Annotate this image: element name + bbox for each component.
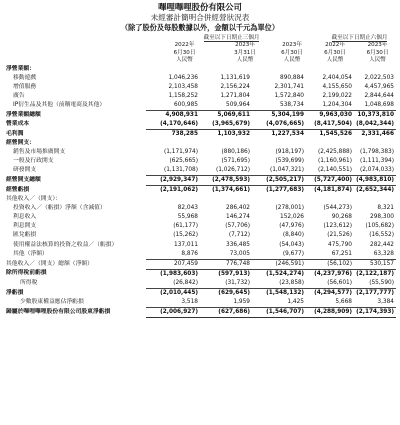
statement-row xyxy=(4,129,396,139)
row-value: (47,976) xyxy=(279,223,304,230)
row-value: (2,074,033) xyxy=(354,166,396,176)
row-value: (627,686) xyxy=(200,307,252,317)
row-value: (23,858) xyxy=(252,279,306,289)
row-value: 1,959 xyxy=(200,298,252,308)
statement-row xyxy=(4,176,396,186)
row-value: (2,505,217) xyxy=(252,176,306,186)
statement-row xyxy=(4,148,396,157)
row-value: 890,884 xyxy=(280,74,304,81)
row-value: (1,111,394) xyxy=(359,158,394,165)
row-value: 538,734 xyxy=(252,101,306,111)
row-label: 匯兌虧損 xyxy=(13,232,37,239)
row-value: 1,425 xyxy=(252,298,306,308)
row-value xyxy=(146,139,200,148)
col-year: 2022年 xyxy=(174,42,195,49)
row-label: 少數股東權益應佔淨虧損 xyxy=(20,299,84,306)
col-currency: 人民幣 xyxy=(369,57,386,64)
row-label: 研發開支 xyxy=(13,167,37,174)
row-value: (1,524,274) xyxy=(266,270,304,277)
row-value: (2,174,393) xyxy=(354,307,396,317)
row-value: 55,968 xyxy=(177,214,198,221)
row-value: 2,022,503 xyxy=(364,74,394,81)
row-label: 銷售及市場推廣開支 xyxy=(13,149,66,156)
row-value: (21,526) xyxy=(327,232,352,239)
row-value: 298,300 xyxy=(370,214,394,221)
row-value: 1,227,534 xyxy=(271,130,304,137)
row-label: 歸屬於嗶哩嗶哩股份有限公司股東淨虧損 xyxy=(6,308,111,315)
row-value: 4,155,650 xyxy=(322,83,352,90)
statement-rows xyxy=(4,65,396,318)
row-value: (1,983,603) xyxy=(160,270,198,277)
col-currency: 人民幣 xyxy=(283,57,301,64)
row-label: 淨營業額總額 xyxy=(6,111,41,118)
row-value xyxy=(354,195,396,204)
row-value: 8,321 xyxy=(377,205,394,212)
row-value: 5,304,199 xyxy=(271,111,304,118)
row-label: 廣告 xyxy=(13,92,25,99)
row-value: (8,840) xyxy=(282,232,304,239)
row-value: (3,965,679) xyxy=(200,120,252,130)
row-value: 146,274 xyxy=(226,214,250,221)
row-value: 1,572,840 xyxy=(274,92,304,99)
row-value: (597,913) xyxy=(218,270,250,277)
row-value: 1,271,804 xyxy=(220,92,250,99)
row-label: 經營開支： xyxy=(6,140,35,146)
row-value: 2,103,458 xyxy=(168,83,198,90)
row-value: (918,197) xyxy=(275,149,304,156)
statement-row xyxy=(4,279,396,289)
row-value: 776,748 xyxy=(200,259,252,269)
statement-row xyxy=(4,231,396,240)
row-value: 1,131,619 xyxy=(220,74,250,81)
row-value: (2,652,344) xyxy=(356,187,394,194)
row-value: 2,404,054 xyxy=(322,74,352,81)
row-value: (2,929,347) xyxy=(146,176,200,186)
row-value: 1,048,698 xyxy=(354,101,396,111)
row-value: 5,069,611 xyxy=(217,111,250,118)
row-value: 282,442 xyxy=(370,241,394,248)
row-value: (1,131,708) xyxy=(146,166,200,176)
row-value: (56,601) xyxy=(306,279,354,289)
row-label: 移動遊戲 xyxy=(13,74,37,81)
row-value xyxy=(306,65,354,74)
row-value: (8,417,504) xyxy=(306,120,354,130)
row-value: (571,695) xyxy=(221,158,250,165)
row-value: (9,677) xyxy=(252,250,306,260)
row-value: 3,384 xyxy=(354,298,396,308)
row-value: (1,047,321) xyxy=(252,166,306,176)
row-value: (57,706) xyxy=(225,223,250,230)
col-year: 2023年 xyxy=(282,42,302,49)
row-label: 投資收入／（虧損）淨額（含減值） xyxy=(13,205,106,212)
row-value: (8,042,344) xyxy=(354,120,396,130)
col-date: 3月31日 xyxy=(234,49,256,56)
col-date: 6月30日 xyxy=(366,49,389,56)
statement-row xyxy=(4,307,396,317)
row-value xyxy=(200,139,252,148)
row-value: 475,790 xyxy=(328,241,352,248)
row-value: (2,010,445) xyxy=(160,289,198,296)
col-currency: 人民幣 xyxy=(236,57,254,64)
statement-row xyxy=(4,288,396,298)
row-value xyxy=(146,65,200,74)
row-value: (2,478,593) xyxy=(200,176,252,186)
row-value xyxy=(252,139,306,148)
row-label: 利息收入 xyxy=(13,214,37,221)
col-currency: 人民幣 xyxy=(176,57,193,64)
row-value: 1,545,526 xyxy=(319,130,352,137)
row-value: 90,268 xyxy=(331,214,352,221)
row-value: 1,046,236 xyxy=(168,74,198,81)
row-value: 1,204,304 xyxy=(306,101,354,111)
period-group-three-months: 截至以下日期止三個月 xyxy=(203,35,260,41)
row-label: 增值服務 xyxy=(13,83,37,90)
row-label: 經營開支總額 xyxy=(6,177,41,184)
row-value: (629,645) xyxy=(218,289,250,296)
statement-row xyxy=(4,74,396,83)
row-value: (544,273) xyxy=(323,205,352,212)
row-value: (16,552) xyxy=(369,232,394,239)
col-year: 2023年 xyxy=(235,42,255,49)
statement-row xyxy=(4,139,396,148)
row-value: 63,328 xyxy=(354,250,396,260)
column-header xyxy=(4,35,396,65)
row-value: 2,156,224 xyxy=(220,83,250,90)
row-value: (55,590) xyxy=(354,279,396,289)
row-value: 3,518 xyxy=(146,298,200,308)
statement-row xyxy=(4,65,396,74)
row-value: (26,842) xyxy=(146,279,200,289)
row-label: 淨虧損 xyxy=(6,289,24,296)
row-value: (2,006,927) xyxy=(146,307,200,317)
row-value: 336,485 xyxy=(226,241,250,248)
statement-row xyxy=(4,157,396,166)
statement-row xyxy=(4,186,396,196)
row-value: 600,985 xyxy=(146,101,200,111)
row-value: (4,294,577) xyxy=(314,289,352,296)
row-value: 4,457,965 xyxy=(364,83,394,90)
row-value: 73,005 xyxy=(200,250,252,260)
statement-row xyxy=(4,166,396,176)
row-value xyxy=(252,195,306,204)
row-value: 530,157 xyxy=(354,259,396,269)
row-value: (2,177,777) xyxy=(356,289,394,296)
statement-row xyxy=(4,213,396,222)
row-value xyxy=(200,195,252,204)
row-label: 營業成本 xyxy=(6,121,30,128)
row-value xyxy=(306,139,354,148)
statement-row xyxy=(4,222,396,231)
statement-row xyxy=(4,83,396,92)
row-value: (2,140,551) xyxy=(306,166,354,176)
row-value: (1,160,961) xyxy=(317,158,352,165)
row-value xyxy=(146,195,200,204)
row-value: (1,798,383) xyxy=(359,149,394,156)
col-date: 6月30日 xyxy=(324,49,346,56)
row-value: 2,844,644 xyxy=(364,92,394,99)
col-currency: 人民幣 xyxy=(326,57,344,64)
row-label: 所得稅 xyxy=(20,279,38,286)
company-title: 嗶哩嗶哩股份有限公司 xyxy=(158,2,242,12)
row-value: 207,459 xyxy=(146,259,200,269)
row-value: (1,546,707) xyxy=(252,307,306,317)
row-value: (54,043) xyxy=(279,241,304,248)
row-value: (4,237,976) xyxy=(314,270,352,277)
row-value: (4,170,646) xyxy=(146,120,200,130)
row-value xyxy=(200,65,252,74)
statement-row xyxy=(4,298,396,308)
row-label: 一般及行政開支 xyxy=(13,158,54,165)
statement-row xyxy=(4,195,396,204)
row-value: 1,103,932 xyxy=(217,130,250,137)
row-label: 淨營業額： xyxy=(6,65,35,72)
row-label: 利息開支 xyxy=(13,223,37,230)
row-value: 9,963,030 xyxy=(319,111,352,118)
row-value xyxy=(354,139,396,148)
row-value: (1,026,712) xyxy=(200,166,252,176)
row-value: (7,712) xyxy=(228,232,250,239)
row-value: (123,612) xyxy=(323,223,352,230)
row-value: 137,011 xyxy=(174,241,198,248)
row-label: 除所得稅前虧損 xyxy=(6,270,47,277)
period-group-six-months: 截至以下日期止六個月 xyxy=(331,35,388,41)
row-value xyxy=(252,65,306,74)
row-value: (539,699) xyxy=(275,158,304,165)
row-value: 10,373,810 xyxy=(357,111,394,118)
statement-table xyxy=(4,65,396,318)
row-label: 使用權益法核算的投資之收益／（虧損） xyxy=(13,241,118,248)
statement-row xyxy=(4,92,396,101)
row-value: (2,122,187) xyxy=(356,270,394,277)
row-value: 8,876 xyxy=(146,250,200,260)
row-value: 286,402 xyxy=(226,205,250,212)
row-value: (2,191,062) xyxy=(160,187,198,194)
row-value: 509,964 xyxy=(200,101,252,111)
row-value: (4,288,909) xyxy=(306,307,354,317)
statement-row xyxy=(4,241,396,250)
row-value: (246,591) xyxy=(252,259,306,269)
row-label: 其他收入／（開支）總額（淨額） xyxy=(6,260,93,267)
row-value: 152,026 xyxy=(280,214,304,221)
col-year: 2022年 xyxy=(325,42,345,49)
row-value: (4,983,810) xyxy=(354,176,396,186)
row-value: (880,186) xyxy=(221,149,250,156)
row-value: (56,102) xyxy=(306,259,354,269)
statement-row xyxy=(4,110,396,120)
row-value: (4,181,874) xyxy=(314,187,352,194)
row-label: 其他收入／（開支）： xyxy=(6,196,62,203)
row-label: 其他（淨額） xyxy=(13,250,48,257)
statement-row xyxy=(4,101,396,111)
statement-row xyxy=(4,120,396,130)
row-value: (1,277,683) xyxy=(266,187,304,194)
row-value: 2,301,741 xyxy=(274,83,304,90)
row-value xyxy=(306,195,354,204)
row-value: 5,668 xyxy=(306,298,354,308)
row-value: 2,199,022 xyxy=(322,92,352,99)
row-value: (625,665) xyxy=(169,158,198,165)
row-value: 738,285 xyxy=(171,130,198,137)
statement-row xyxy=(4,204,396,213)
row-value: (61,177) xyxy=(173,223,198,230)
row-value: (278,001) xyxy=(275,205,304,212)
col-date: 6月30日 xyxy=(281,49,303,56)
statement-row xyxy=(4,259,396,269)
statement-row xyxy=(4,269,396,279)
row-value: (5,727,400) xyxy=(306,176,354,186)
row-value: 67,251 xyxy=(306,250,354,260)
row-label: 毛利潤 xyxy=(6,130,24,137)
row-value: (15,262) xyxy=(173,232,198,239)
row-label: IP衍生品及其他（前稱電商及其他） xyxy=(13,102,106,109)
statement-row xyxy=(4,250,396,260)
row-value xyxy=(354,65,396,74)
row-value: (4,076,665) xyxy=(252,120,306,130)
row-value: 4,908,931 xyxy=(165,111,198,118)
statement-subtitle: 未經審計簡明合併經營狀況表 xyxy=(150,13,250,22)
row-value: (1,374,661) xyxy=(212,187,250,194)
row-value: 82,043 xyxy=(177,205,198,212)
row-value: 2,331,466 xyxy=(361,130,394,137)
row-value: (1,548,132) xyxy=(266,289,304,296)
row-value: (105,682) xyxy=(365,223,394,230)
row-value: (1,171,974) xyxy=(163,149,198,156)
col-date: 6月30日 xyxy=(173,49,196,56)
unit-note: （除了股份及每股數據以外，金額以千元為單位） xyxy=(120,23,280,32)
col-year: 2023年 xyxy=(367,42,388,49)
row-value: 1,158,252 xyxy=(168,92,198,99)
row-label: 經營虧損 xyxy=(6,186,30,193)
row-value: (2,425,888) xyxy=(317,149,352,156)
row-value: (31,732) xyxy=(200,279,252,289)
